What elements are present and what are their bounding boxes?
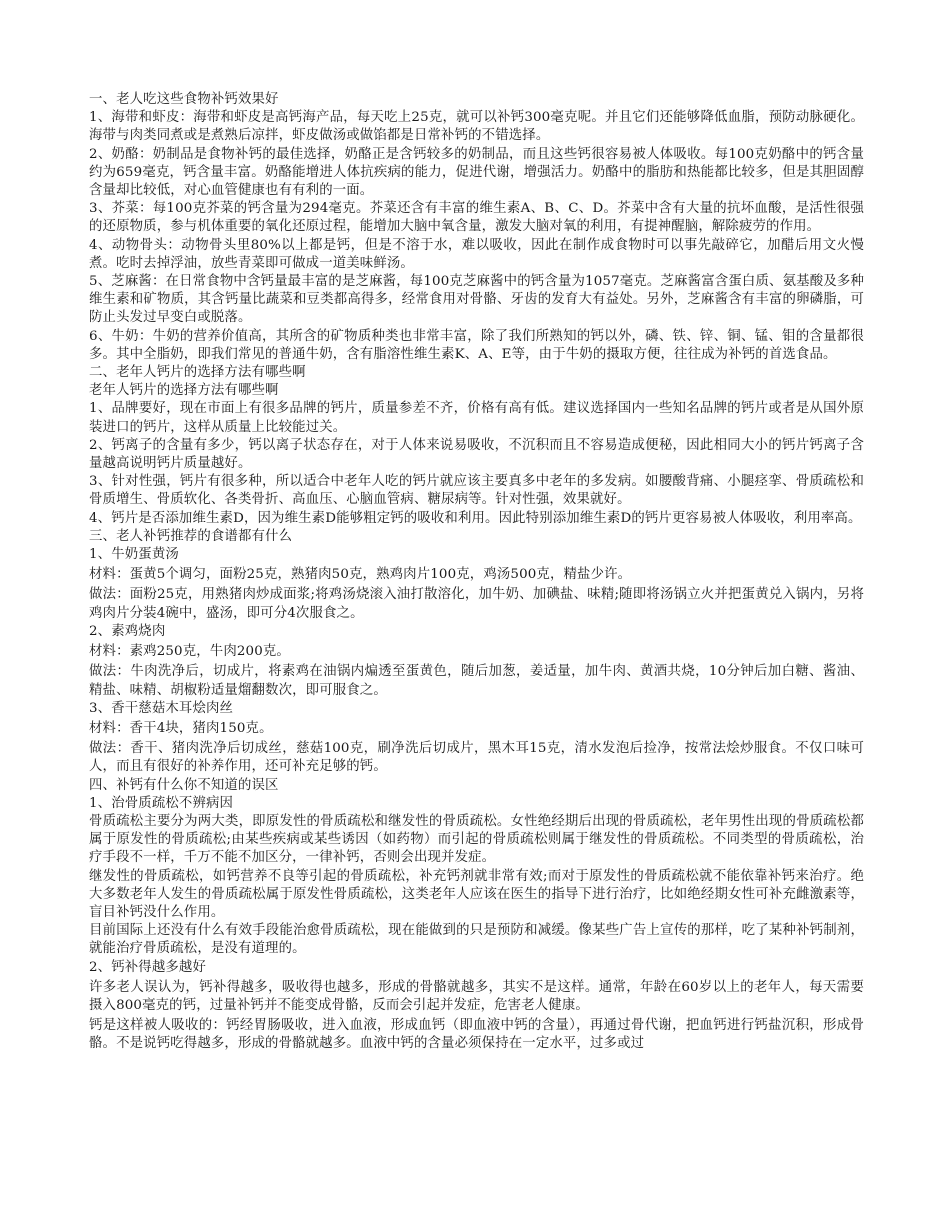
paragraph: 做法：面粉25克，用熟猪肉炒成面浆;将鸡汤烧滚入油打散溶化，加牛奶、加碘盐、味精;随即将汤锅立火并把蛋黄兑入锅内，另将鸡肉片分装4碗中，盛汤，即可分4次服食之。 <box>89 587 864 621</box>
section-heading: 3、香干慈菇木耳烩肉丝 <box>89 700 234 716</box>
paragraph: 4、动物骨头：动物骨头里80%以上都是钙，但是不溶于水，难以吸收，因此在制作成食物时可以事先敲碎它，加醋后用文火慢煮。吃时去掉浮油，放些青菜即可做成一道美味鲜汤。 <box>89 237 864 271</box>
paragraph: 1、海带和虾皮：海带和虾皮是高钙海产品，每天吃上25克，就可以补钙300毫克呢。并且它们还能够降低血脂，预防动脉硬化。海带与肉类同煮或是煮熟后凉拌，虾皮做汤或做馅都是日常补钙的不错选择。 <box>89 110 864 144</box>
paragraph: 3、针对性强，钙片有很多种，所以适合中老年人吃的钙片就应该主要真多中老年的多发病。如腰酸背痛、小腿痉挛、骨质疏松和骨质增生、骨质软化、各类骨折、高血压、心脑血管病、糖尿病等。针对性强，效果就好。 <box>89 474 864 508</box>
paragraph: 目前国际上还没有什么有效手段能治愈骨质疏松，现在能做到的只是预防和减缓。像某些广告上宣传的那样，吃了某种补钙制剂，就能治疗骨质疏松，是没有道理的。 <box>89 923 864 957</box>
paragraph: 材料：香干4块，猪肉150克。 <box>89 720 273 736</box>
section-heading: 2、素鸡烧肉 <box>89 623 166 639</box>
paragraph: 做法：牛肉洗净后，切成片，将素鸡在油锅内煸透至蛋黄色，随后加葱，姜适量，加牛肉、黄酒共烧，10分钟后加白糖、酱油、精盐、味精、胡椒粉适量熘翻数次，即可服食之。 <box>89 664 864 698</box>
section-heading: 1、牛奶蛋黄汤 <box>89 547 179 563</box>
paragraph: 许多老人误认为，钙补得越多，吸收得也越多，形成的骨骼就越多，其实不是这样。通常，年龄在60岁以上的老年人，每天需要摄入800毫克的钙，过量补钙并不能变成骨骼，反而会引起并发症，危害老人健康。 <box>89 979 864 1013</box>
paragraph: 骨质疏松主要分为两大类，即原发性的骨质疏松和继发性的骨质疏松。女性绝经期后出现的骨质疏松，老年男性出现的骨质疏松都属于原发性的骨质疏松;由某些疾病或某些诱因（如药物）而引起的骨质疏松则属于继发性的骨质疏松。不同类型的骨质疏松，治疗手段不一样，千万不能不加区分，一律补钙，否则会出现并发症。 <box>89 813 864 866</box>
paragraph: 1、品牌要好，现在市面上有很多品牌的钙片，质量参差不齐，价格有高有低。建议选择国内一些知名品牌的钙片或者是从国外原装进口的钙片，这样从质量上比较能过关。 <box>89 401 864 435</box>
paragraph: 2、钙离子的含量有多少，钙以离子状态存在，对于人体来说易吸收，不沉积而且不容易造成便秘，因此相同大小的钙片钙离子含量越高说明钙片质量越好。 <box>89 437 864 472</box>
paragraph: 材料：蛋黄5个调匀，面粉25克，熟猪肉50克，熟鸡肉片100克，鸡汤500克，精盐少许。 <box>89 567 632 583</box>
section-heading: 一、老人吃这些食物补钙效果好 <box>89 92 279 107</box>
paragraph: 3、芥菜：每100克芥菜的钙含量为294毫克。芥菜还含有丰富的维生素A、B、C、D。芥菜中含有大量的抗坏血酸，是活性很强的还原物质，参与机体重要的氧化还原过程，能增加大脑中氧含量，激发大脑对氧的利用，有提神醒脑，解除疲劳的作用。 <box>89 201 864 235</box>
section-heading: 二、老年人钙片的选择方法有哪些啊 <box>89 365 306 381</box>
paragraph: 材料：素鸡250克，牛肉200克。 <box>89 644 290 660</box>
document-body <box>89 91 864 1054</box>
paragraph: 做法：香干、猪肉洗净后切成丝，慈菇100克，刷净洗后切成片，黑木耳15克，清水发泡后捡净，按常法烩炒服食。不仅口味可人，而且有很好的补养作用，还可补充足够的钙。 <box>89 741 864 775</box>
section-heading: 2、钙补得越多越好 <box>89 959 206 975</box>
paragraph: 6、牛奶：牛奶的营养价值高，其所含的矿物质种类也非常丰富，除了我们所熟知的钙以外，磷、铁、锌、铜、锰、钼的含量都很多。其中全脂奶，即我们常见的普通牛奶，含有脂溶性维生素K、A、E等，由于牛奶的摄取方便，往往成为补钙的首选食品。 <box>89 328 864 362</box>
section-heading: 三、老人补钙推荐的食谱都有什么 <box>89 528 293 544</box>
section-heading: 四、补钙有什么你不知道的误区 <box>89 777 279 793</box>
section-heading: 老年人钙片的选择方法有哪些啊 <box>89 383 279 399</box>
paragraph: 钙是这样被人吸收的：钙经胃肠吸收，进入血液，形成血钙（即血液中钙的含量），再通过骨代谢，把血钙进行钙盐沉积，形成骨骼。不是说钙吃得越多，形成的骨骼就越多。血液中钙的含量必须保持在一定水平，过多或过 <box>89 1018 864 1052</box>
paragraph: 继发性的骨质疏松，如钙营养不良等引起的骨质疏松，补充钙剂就非常有效;而对于原发性的骨质疏松就不能依靠补钙来治疗。绝大多数老年人发生的骨质疏松属于原发性骨质疏松，这类老年人应该在医生的指导下进行治疗，比如绝经期女性可补充雌激素等，盲目补钙没什么作用。 <box>89 868 864 920</box>
section-heading: 1、治骨质疏松不辨病因 <box>89 795 234 811</box>
paragraph: 5、芝麻酱：在日常食物中含钙量最丰富的是芝麻酱，每100克芝麻酱中的钙含量为1057毫克。芝麻酱富含蛋白质、氨基酸及多种维生素和矿物质，其含钙量比蔬菜和豆类都高得多，经常食用对骨骼、牙齿的发育大有益处。另外，芝麻酱含有丰富的卵磷脂，可防止头发过早变白或脱落。 <box>89 274 864 326</box>
paragraph: 2、奶酪：奶制品是食物补钙的最佳选择，奶酪正是含钙较多的奶制品，而且这些钙很容易被人体吸收。每100克奶酪中的钙含量约为659毫克，钙含量丰富。奶酪能增进人体抗疾病的能力，促进代谢，增强活力。奶酪中的脂肪和热能都比较多，但是其胆固醇含量却比较低，对心血管健康也有有利的一面。 <box>89 146 864 199</box>
paragraph: 4、钙片是否添加维生素D，因为维生素D能够粗定钙的吸收和利用。因此特别添加维生素D的钙片更容易被人体吸收，利用率高。 <box>89 510 862 526</box>
